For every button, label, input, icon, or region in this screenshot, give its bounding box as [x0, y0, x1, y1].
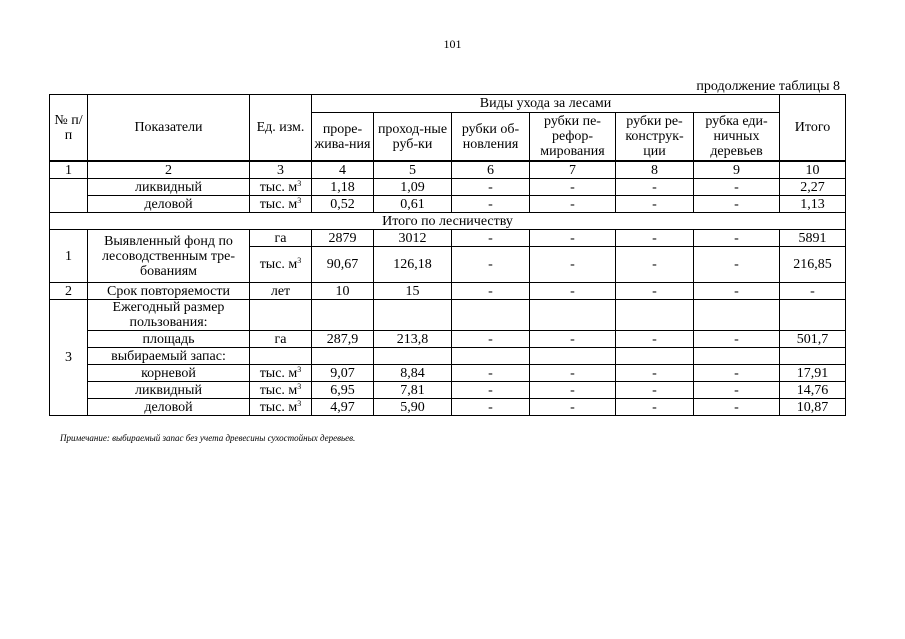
col-number: 10 [780, 161, 846, 179]
row-name: Выявленный фонд по лесоводственным тре-бованиям [88, 230, 250, 283]
cell: 6,95 [312, 382, 374, 399]
unit-sup: 3 [297, 381, 302, 391]
col-number: 2 [88, 161, 250, 179]
cell: - [694, 331, 780, 348]
empty-cell [694, 300, 780, 331]
header-col-4: проре-жива-ния [312, 113, 374, 162]
unit-sup: 3 [297, 256, 302, 265]
empty-cell [616, 300, 694, 331]
cell: - [530, 399, 616, 416]
header-col-9: рубка еди-ничных деревьев [694, 113, 780, 162]
cell: 7,81 [374, 382, 452, 399]
empty-cell [312, 348, 374, 365]
cell: - [616, 283, 694, 300]
cell: - [452, 382, 530, 399]
header-indicators: Показатели [88, 95, 250, 162]
cell: - [616, 179, 694, 196]
cell-total: 2,27 [780, 179, 846, 196]
cell-total: 1,13 [780, 196, 846, 213]
row-name: ликвидный [88, 382, 250, 399]
page-number: 101 [443, 37, 462, 51]
cell: - [616, 247, 694, 283]
cell: - [452, 331, 530, 348]
unit-text: тыс. м [259, 365, 298, 381]
cell: 0,52 [312, 196, 374, 213]
row-num: 2 [50, 283, 88, 300]
cell-total: 216,85 [780, 247, 846, 283]
empty-cell [312, 300, 374, 331]
cell: 0,61 [374, 196, 452, 213]
cell: 1,18 [312, 179, 374, 196]
cell: - [694, 399, 780, 416]
unit-text: тыс. м [259, 382, 298, 398]
cell: 287,9 [312, 331, 374, 348]
col-number: 1 [50, 161, 88, 179]
cell: - [616, 365, 694, 382]
column-numbers-row [50, 161, 846, 179]
header-total: Итого [780, 95, 846, 162]
table-note: Примечание: выбираемый запас без учета древесины сухостойных деревьев. [60, 433, 356, 443]
header-col-7: рубки пе-рефор-мирования [530, 113, 616, 162]
unit-text: тыс. м [259, 196, 298, 212]
forest-care-table [49, 94, 846, 416]
cell: - [694, 196, 780, 213]
cell-total: 10,87 [780, 399, 846, 416]
row-name: площадь [88, 331, 250, 348]
cell-total: 17,91 [780, 365, 846, 382]
cell: - [452, 365, 530, 382]
empty-num-cell [50, 179, 88, 213]
row-unit: лет [250, 283, 312, 300]
unit-sup: 3 [297, 195, 302, 205]
empty-cell [530, 300, 616, 331]
cell: - [616, 196, 694, 213]
cell: - [694, 283, 780, 300]
table-row [50, 179, 846, 196]
row-unit [250, 365, 312, 382]
unit-text: тыс. м [259, 257, 298, 272]
empty-cell [250, 348, 312, 365]
col-number: 4 [312, 161, 374, 179]
cell: - [452, 179, 530, 196]
empty-cell [374, 348, 452, 365]
cell: - [616, 399, 694, 416]
empty-cell [780, 348, 846, 365]
row-name: корневой [88, 365, 250, 382]
cell: - [530, 283, 616, 300]
col-number: 7 [530, 161, 616, 179]
cell: 8,84 [374, 365, 452, 382]
cell: - [452, 230, 530, 247]
col-number: 8 [616, 161, 694, 179]
table-row [50, 365, 846, 382]
cell-total: 14,76 [780, 382, 846, 399]
table-row [50, 283, 846, 300]
row-unit [250, 196, 312, 213]
row-unit: га [250, 230, 312, 247]
cell: 15 [374, 283, 452, 300]
row-num: 3 [50, 300, 88, 416]
cell: - [530, 365, 616, 382]
cell-total: - [780, 283, 846, 300]
unit-sup: 3 [297, 178, 302, 188]
header-col-5: проход-ные руб-ки [374, 113, 452, 162]
section-title: Итого по лесничеству [50, 213, 846, 230]
empty-cell [452, 300, 530, 331]
row-name: выбираемый запас: [88, 348, 250, 365]
row-name: Срок повторяемости [88, 283, 250, 300]
cell: 1,09 [374, 179, 452, 196]
cell: - [694, 179, 780, 196]
cell: - [530, 382, 616, 399]
row-unit: га [250, 331, 312, 348]
empty-cell [374, 300, 452, 331]
empty-cell [780, 300, 846, 331]
cell: - [616, 331, 694, 348]
empty-cell [452, 348, 530, 365]
empty-cell [694, 348, 780, 365]
cell: - [530, 179, 616, 196]
row-name: Ежегодный размер пользования: [88, 300, 250, 331]
row-num: 1 [50, 230, 88, 283]
empty-cell [616, 348, 694, 365]
row-unit [250, 382, 312, 399]
cell: - [452, 399, 530, 416]
cell: - [616, 230, 694, 247]
section-title-row [50, 213, 846, 230]
header-unit: Ед. изм. [250, 95, 312, 162]
cell: - [616, 382, 694, 399]
cell: 9,07 [312, 365, 374, 382]
cell: - [694, 365, 780, 382]
cell: - [530, 331, 616, 348]
cell: 126,18 [374, 247, 452, 283]
continuation-label: продолжение таблицы 8 [696, 79, 840, 94]
cell: 2879 [312, 230, 374, 247]
cell: 10 [312, 283, 374, 300]
cell-total: 5891 [780, 230, 846, 247]
cell: 3012 [374, 230, 452, 247]
cell: 213,8 [374, 331, 452, 348]
table-row [50, 230, 846, 247]
row-unit [250, 247, 312, 283]
table-row [50, 399, 846, 416]
col-number: 5 [374, 161, 452, 179]
unit-text: тыс. м [259, 179, 298, 195]
cell: - [452, 247, 530, 283]
header-col-6: рубки об-новления [452, 113, 530, 162]
header-col-8: рубки ре-конструк-ции [616, 113, 694, 162]
cell: - [530, 196, 616, 213]
row-name: деловой [88, 196, 250, 213]
header-num: № п/п [50, 95, 88, 162]
col-number: 3 [250, 161, 312, 179]
cell: - [530, 230, 616, 247]
row-unit [250, 179, 312, 196]
table-row [50, 348, 846, 365]
cell-total: 501,7 [780, 331, 846, 348]
col-number: 6 [452, 161, 530, 179]
row-unit [250, 399, 312, 416]
unit-sup: 3 [297, 398, 302, 408]
col-number: 9 [694, 161, 780, 179]
cell: - [452, 196, 530, 213]
table-row [50, 196, 846, 213]
row-name: деловой [88, 399, 250, 416]
cell: - [694, 247, 780, 283]
cell: 90,67 [312, 247, 374, 283]
unit-text: тыс. м [259, 399, 298, 415]
cell: - [694, 230, 780, 247]
cell: - [694, 382, 780, 399]
unit-sup: 3 [297, 364, 302, 374]
empty-cell [250, 300, 312, 331]
cell: - [452, 283, 530, 300]
cell: - [530, 247, 616, 283]
row-name: ликвидный [88, 179, 250, 196]
table-row [50, 300, 846, 331]
table-row [50, 382, 846, 399]
header-group: Виды ухода за лесами [312, 95, 780, 113]
empty-cell [530, 348, 616, 365]
table-row [50, 331, 846, 348]
cell: 4,97 [312, 399, 374, 416]
cell: 5,90 [374, 399, 452, 416]
